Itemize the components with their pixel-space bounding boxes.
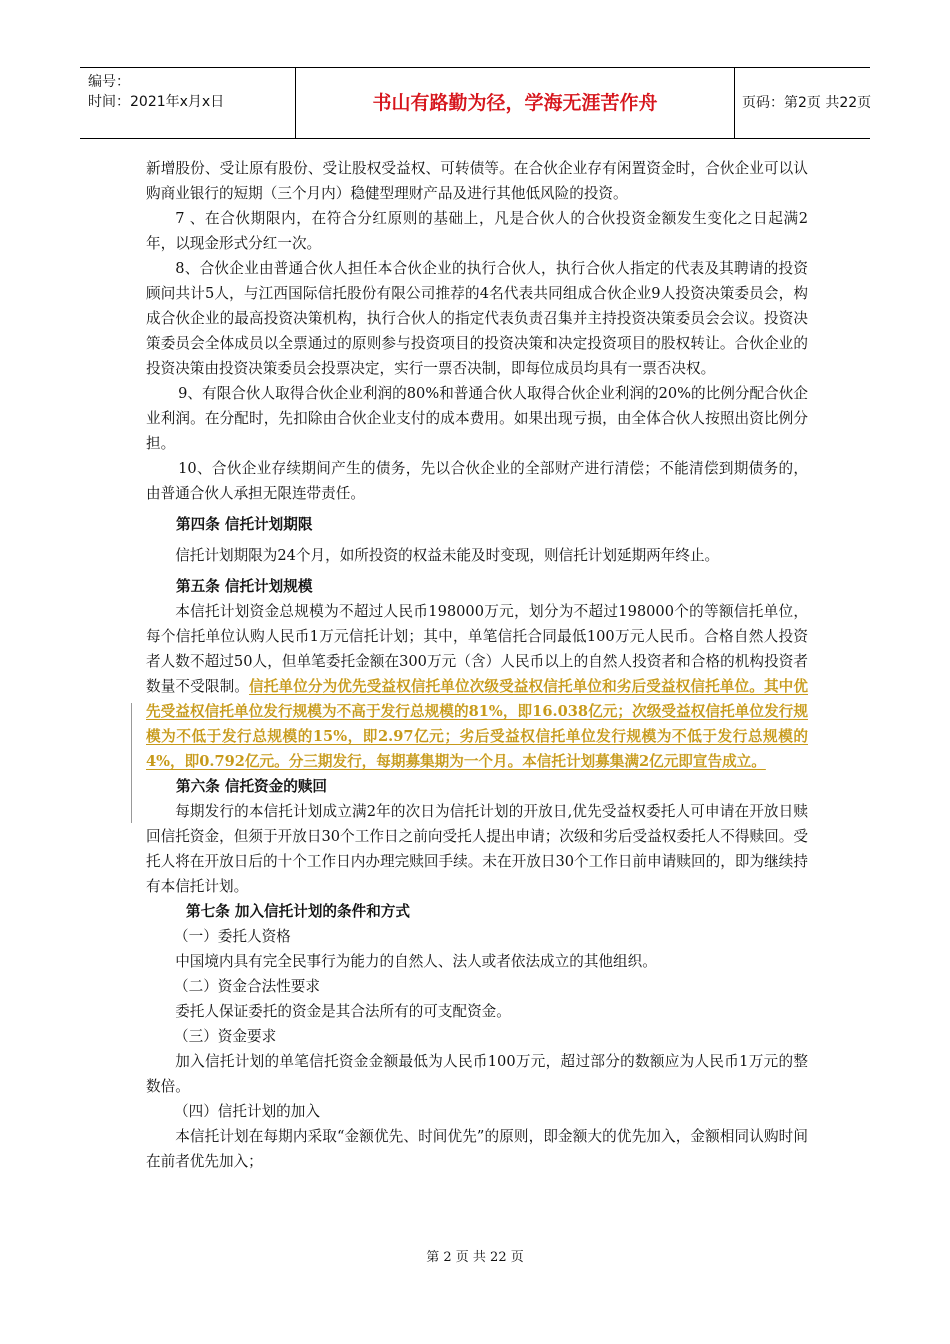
- revision-bar: [131, 703, 132, 823]
- page-footer: 第 2 页 共 22 页: [426, 1250, 524, 1265]
- header-page-number: 页码：第2页 共22页: [742, 95, 872, 111]
- section-3-title: （三）资金要求: [174, 1028, 277, 1045]
- doc-number-label: 编号：: [88, 74, 130, 90]
- section-2-text: 委托人保证委托的资金是其合法所有的可支配资金。: [175, 1003, 511, 1020]
- article-4-heading: 第四条 信托计划期限: [176, 516, 313, 533]
- section-1-title: （一）委托人资格: [174, 928, 291, 945]
- paragraph: 7 、在合伙期限内，在符合分红原则的基础上，凡是合伙人的合伙投资金额发生变化之日起满2年，以现金形式分红一次。: [146, 210, 808, 252]
- paragraph: 9、有限合伙人取得合伙企业利润的80%和普通合伙人取得合伙企业利润的20%的比例分配合伙企业利润。在分配时，先扣除由合伙企业支付的成本费用。如果出现亏损，由全体合伙人按照出资比例分担。: [146, 385, 808, 452]
- article-7-heading: 第七条 加入信托计划的条件和方式: [186, 903, 410, 920]
- article-6-text: 每期发行的本信托计划成立满2年的次日为信托计划的开放日,优先受益权委托人可申请在开放日赎回信托资金，但须于开放日30个工作日之前向受托人提出申请；次级和劣后受益权委托人不得赎回。受托人将在开放日后的十个工作日内办理完赎回手续。未在开放日30个工作日前申请赎回的，即为继续持有本信托计划。: [146, 803, 808, 895]
- section-4-text: 本信托计划在每期内采取“金额优先、时间优先”的原则，即金额大的优先加入，金额相同认购时间在前者优先加入；: [146, 1128, 808, 1170]
- article-6-heading: 第六条 信托资金的赎回: [176, 778, 328, 795]
- header-motto: 书山有路勤为径，学海无涯苦作舟: [295, 68, 735, 138]
- section-1-text: 中国境内具有完全民事行为能力的自然人、法人或者依法成立的其他组织。: [175, 953, 657, 970]
- article-5-text: [146, 599, 808, 774]
- doc-date-label: 时间：2021年x月x日: [88, 94, 225, 110]
- document-body: [146, 156, 808, 1174]
- article-5-heading: 第五条 信托计划规模: [176, 578, 313, 595]
- section-2-title: （二）资金合法性要求: [174, 978, 320, 995]
- page-header: [80, 67, 870, 139]
- paragraph: 10、合伙企业存续期间产生的债务，先以合伙企业的全部财产进行清偿；不能清偿到期债务的，由普通合伙人承担无限连带责任。: [146, 460, 808, 502]
- article-5-plain: 本信托计划资金总规模为不超过人民币198000万元，划分为不超过198000个的等额信托单位，每个信托单位认购人民币1万元信托计划；其中，单笔信托合同最低100万元人民币。合格自然人投资者人数不超过50人，但单笔委托金额在300万元（含）人民币以上的自然人投资者和合格的机构投资者数量不受限制。: [146, 603, 808, 695]
- paragraph: 8、合伙企业由普通合伙人担任本合伙企业的执行合伙人，执行合伙人指定的代表及其聘请的投资顾问共计5人，与江西国际信托股份有限公司推荐的4名代表共同组成合伙企业9人投资决策委员会，构成合伙企业的最高投资决策机构，执行合伙人的指定代表负责召集并主持投资决策委员会会议。投资决策委员会全体成员以全票通过的原则参与投资项目的投资决策和决定投资项目的股权转让。合伙企业的投资决策由投资决策委员会投票决定，实行一票否决制，即每位成员均具有一票否决权。: [146, 260, 808, 377]
- article-4-text: 信托计划期限为24个月，如所投资的权益未能及时变现，则信托计划延期两年终止。: [175, 547, 720, 564]
- section-3-text: 加入信托计划的单笔信托资金金额最低为人民币100万元，超过部分的数额应为人民币1万元的整数倍。: [146, 1053, 808, 1095]
- section-4-title: （四）信托计划的加入: [174, 1103, 320, 1120]
- header-meta: [88, 72, 288, 112]
- paragraph: 新增股份、受让原有股份、受让股权受益权、可转债等。在合伙企业存有闲置资金时，合伙企业可以认购商业银行的短期（三个月内）稳健型理财产品及进行其他低风险的投资。: [146, 160, 808, 202]
- article-5-highlight: 信托单位分为优先受益权信托单位次级受益权信托单位和劣后受益权信托单位。其中优先受益权信托单位发行规模为不高于发行总规模的81%，即16.038亿元；次级受益权信托单位发行规模为不低于发行总规模的15%，即2.97亿元；劣后受益权信托单位发行规模为不低于发行总规模的4%，即0.792亿元。分三期发行，每期募集期为一个月。本信托计划募集满2亿元即宣告成立。: [146, 678, 808, 770]
